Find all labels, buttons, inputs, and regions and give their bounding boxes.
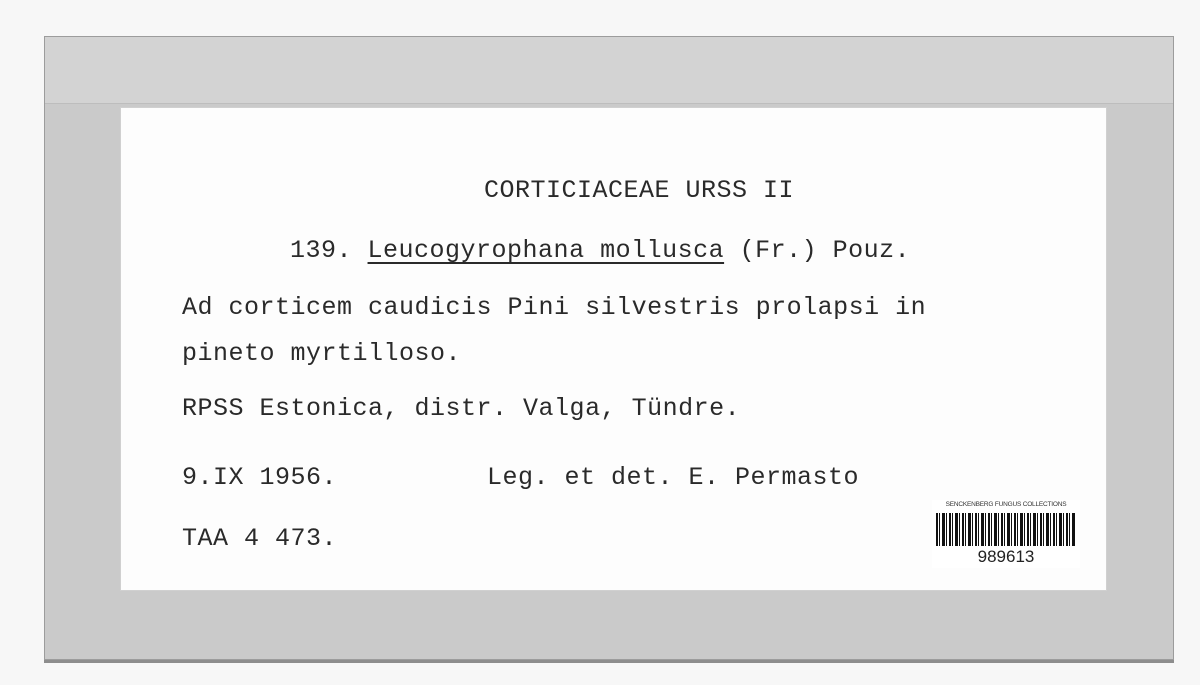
- barcode-number: 989613: [977, 547, 1035, 566]
- packet-flap: [45, 37, 1173, 104]
- collector-line: Leg. et det. E. Permasto: [487, 463, 860, 492]
- habitat-line-2: pineto myrtilloso.: [182, 339, 462, 368]
- barcode-caption: SENCKENBERG FUNGUS COLLECTIONS: [945, 501, 1067, 508]
- barcode-sticker: [932, 500, 1080, 568]
- species-line: [290, 236, 910, 265]
- species-authority: (Fr.) Pouz.: [739, 236, 911, 265]
- accession-number: TAA 4 473.: [182, 524, 338, 553]
- locality-line: RPSS Estonica, distr. Valga, Tündre.: [182, 394, 741, 423]
- species-number: 139.: [290, 236, 353, 265]
- species-name: Leucogyrophana mollusca: [367, 236, 725, 265]
- label-title: CORTICIACEAE URSS II: [484, 176, 795, 205]
- barcode-bars: [936, 513, 1076, 546]
- collection-date: 9.IX 1956.: [182, 463, 338, 492]
- habitat-line-1: Ad corticem caudicis Pini silvestris prolapsi in: [182, 293, 927, 322]
